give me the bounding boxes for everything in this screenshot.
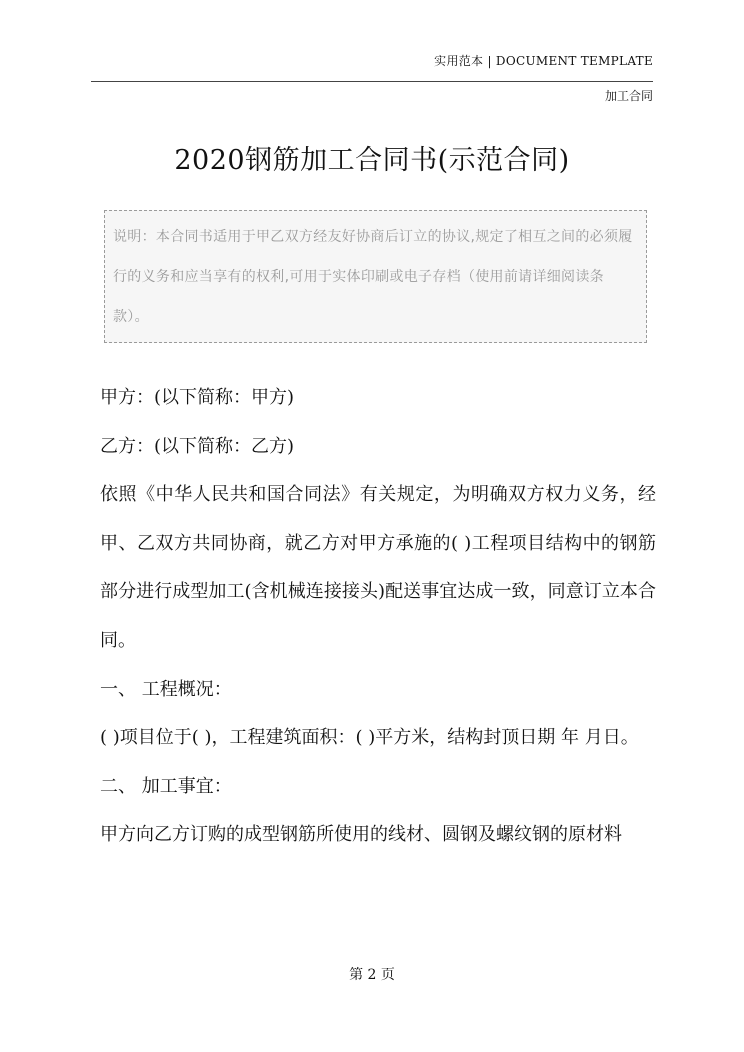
intro-paragraph: 依照《中华人民共和国合同法》有关规定，为明确双方权力义务，经甲、乙双方共同协商，就乙方对甲方承施的( )工程项目结构中的钢筋部分进行成型加工(含机械连接接头)配送事宜达成一致，同意订立本合同。 [100, 484, 656, 651]
party-a-line: 甲方：(以下简称：甲方) [100, 387, 295, 408]
header-label: 实用范本 | DOCUMENT TEMPLATE [434, 54, 653, 68]
party-b-line: 乙方：(以下简称：乙方) [100, 435, 295, 457]
header-divider [91, 81, 653, 82]
section-1-paragraph: ( )项目位于( )，工程建筑面积：( )平方米，结构封顶日期 年 月日。 [100, 727, 639, 749]
note-text: 说明：本合同书适用于甲乙双方经友好协商后订立的协议,规定了相互之间的必须履行的义务和应当享有的权利,可用于实体印刷或电子存档（使用前请详细阅读条款）。 [113, 229, 633, 325]
section-1-heading: 一、 工程概况： [100, 678, 232, 700]
note-box [104, 210, 647, 343]
section-2-heading: 二、 加工事宜： [100, 775, 232, 797]
header-sub-label: 加工合同 [604, 89, 653, 103]
document-title: 2020钢筋加工合同书(示范合同) [174, 145, 570, 176]
page-number: 第 2 页 [349, 967, 395, 983]
section-2-paragraph: 甲方向乙方订购的成型钢筋所使用的线材、圆钢及螺纹钢的原材料 [100, 824, 622, 846]
document-body [100, 374, 656, 860]
